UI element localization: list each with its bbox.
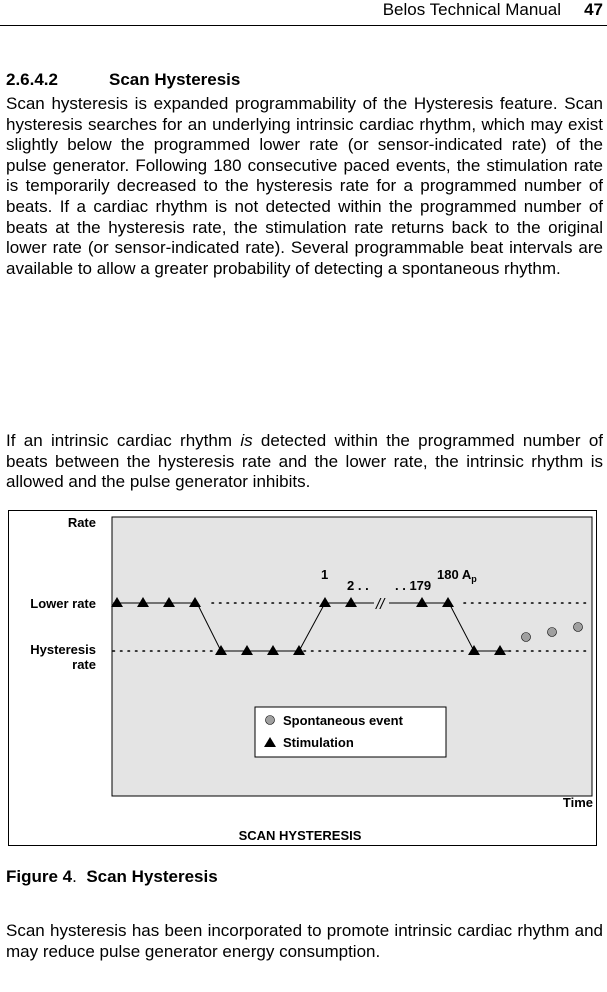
hysteresis-rate-label-2: rate bbox=[72, 657, 96, 672]
spontaneous-marker bbox=[548, 628, 557, 637]
paragraph-summary: Scan hysteresis has been incorporated to promote intrinsic cardiac rhythm and may reduce pulse generator energy consumption. bbox=[6, 921, 603, 961]
lower-rate-label: Lower rate bbox=[30, 596, 96, 611]
page-number: 47 bbox=[584, 0, 603, 19]
legend-spontaneous-marker bbox=[266, 716, 275, 725]
paragraph-description: Scan hysteresis is expanded programmability of the Hysteresis feature. Scan hysteresis searches for an underlying intrinsic cardiac rhythm, which may exist slightly below the programmed lower rate (or sensor-indicated rate) of the pulse generator. Following 180 consecutive paced events, the stimulation rate is temporarily decreased to the hysteresis rate for a programmed number of beats. If a cardiac rhythm is not detected within the programmed number of beats at the hysteresis rate, the stimulation rate returns back to the original lower rate (or sensor-indicated rate). Several programmable beat intervals are available to allow a greater probability of detecting a spontaneous rhythm. bbox=[6, 94, 603, 278]
beat-label-180 bbox=[437, 567, 477, 584]
section-heading bbox=[6, 70, 240, 90]
legend bbox=[255, 707, 446, 757]
figure-scan-hysteresis bbox=[8, 510, 597, 846]
paragraph-text: If an intrinsic cardiac rhythm bbox=[6, 431, 241, 450]
section-title: Scan Hysteresis bbox=[109, 70, 241, 89]
legend-spontaneous-label: Spontaneous event bbox=[283, 713, 403, 728]
break-mark: // bbox=[376, 596, 385, 613]
spontaneous-marker bbox=[522, 633, 531, 642]
manual-title: Belos Technical Manual bbox=[382, 0, 561, 19]
figure-caption bbox=[6, 867, 218, 887]
time-axis-label: Time bbox=[562, 795, 593, 810]
figure-title: SCAN HYSTERESIS bbox=[238, 828, 362, 843]
paragraph-intrinsic-detected bbox=[6, 431, 603, 493]
caption-label: Figure 4 bbox=[6, 867, 73, 886]
beat-label-180-subscript: p bbox=[471, 574, 477, 584]
beat-label-180-main: 180 A bbox=[437, 567, 472, 582]
scan-hysteresis-diagram bbox=[9, 511, 598, 847]
spontaneous-marker bbox=[574, 623, 583, 632]
emphasis-text: is bbox=[240, 431, 253, 450]
page-header bbox=[0, 0, 607, 26]
legend-stimulation-label: Stimulation bbox=[283, 735, 354, 750]
caption-title: Scan Hysteresis bbox=[86, 867, 218, 886]
paragraph-text: detected within the programmed number of beats between the hysteresis rate and the lower rate, the intrinsic rhythm is allowed and the pulse generator inhibits. bbox=[6, 431, 604, 492]
section-number: 2.6.4.2 bbox=[6, 70, 58, 89]
hysteresis-rate-label: Hysteresis bbox=[30, 642, 96, 657]
caption-separator: . bbox=[72, 867, 77, 886]
beat-label-179: . . 179 bbox=[395, 578, 432, 593]
rate-axis-label: Rate bbox=[67, 515, 96, 530]
beat-label-2: 2 . . bbox=[347, 578, 369, 593]
beat-label-1: 1 bbox=[321, 567, 329, 582]
